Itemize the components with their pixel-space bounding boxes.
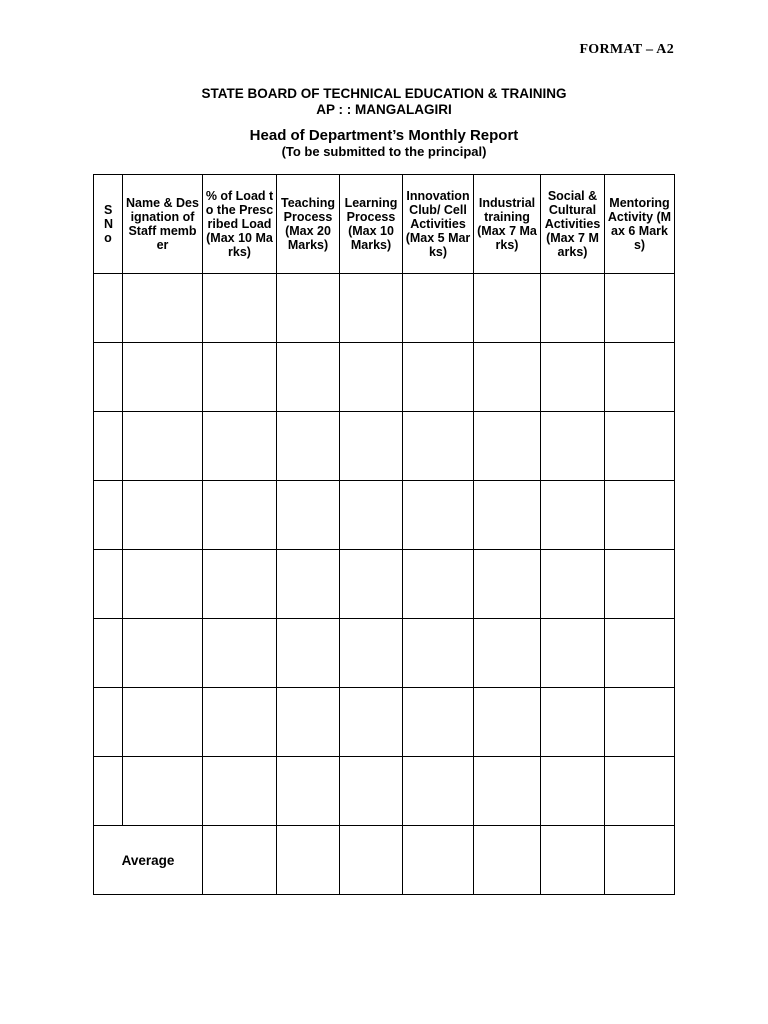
table-cell[interactable] <box>94 343 123 412</box>
column-header-sno: SNo <box>94 175 123 274</box>
table-cell[interactable] <box>203 688 277 757</box>
table-row <box>94 619 675 688</box>
table-cell[interactable] <box>340 412 403 481</box>
table-cell[interactable] <box>123 757 203 826</box>
column-header-industrial: Industrial training (Max 7 Marks) <box>474 175 541 274</box>
table-row <box>94 757 675 826</box>
table-cell[interactable] <box>605 757 675 826</box>
table-cell[interactable] <box>203 481 277 550</box>
average-cell[interactable] <box>474 826 541 895</box>
average-cell[interactable] <box>203 826 277 895</box>
table-cell[interactable] <box>203 274 277 343</box>
table-row <box>94 274 675 343</box>
table-cell[interactable] <box>474 343 541 412</box>
table-cell[interactable] <box>605 412 675 481</box>
average-cell[interactable] <box>605 826 675 895</box>
table-cell[interactable] <box>94 550 123 619</box>
document-header <box>0 86 768 159</box>
table-cell[interactable] <box>277 757 340 826</box>
table-cell[interactable] <box>474 412 541 481</box>
table-cell[interactable] <box>541 412 605 481</box>
table-cell[interactable] <box>123 412 203 481</box>
column-header-name: Name & Designation of Staff member <box>123 175 203 274</box>
table-cell[interactable] <box>403 619 474 688</box>
table-row <box>94 343 675 412</box>
column-header-innovation: Innovation Club/ Cell Activities (Max 5 Marks) <box>403 175 474 274</box>
table-cell[interactable] <box>123 481 203 550</box>
table-cell[interactable] <box>277 481 340 550</box>
table-cell[interactable] <box>123 274 203 343</box>
table-cell[interactable] <box>340 619 403 688</box>
table-cell[interactable] <box>474 757 541 826</box>
table-cell[interactable] <box>541 274 605 343</box>
average-cell[interactable] <box>277 826 340 895</box>
table-cell[interactable] <box>277 343 340 412</box>
table-cell[interactable] <box>340 481 403 550</box>
table-cell[interactable] <box>123 619 203 688</box>
table-cell[interactable] <box>403 757 474 826</box>
table-cell[interactable] <box>277 412 340 481</box>
table-cell[interactable] <box>203 619 277 688</box>
table-cell[interactable] <box>94 481 123 550</box>
table-cell[interactable] <box>541 550 605 619</box>
table-cell[interactable] <box>474 274 541 343</box>
table-cell[interactable] <box>605 343 675 412</box>
table-header-row <box>94 175 675 274</box>
table-cell[interactable] <box>123 343 203 412</box>
table-cell[interactable] <box>541 757 605 826</box>
table-cell[interactable] <box>340 343 403 412</box>
table-cell[interactable] <box>541 481 605 550</box>
table-cell[interactable] <box>203 412 277 481</box>
table-cell[interactable] <box>605 481 675 550</box>
average-cell[interactable] <box>541 826 605 895</box>
table-cell[interactable] <box>605 619 675 688</box>
table-cell[interactable] <box>277 688 340 757</box>
table-row <box>94 688 675 757</box>
table-cell[interactable] <box>277 550 340 619</box>
board-name: STATE BOARD OF TECHNICAL EDUCATION & TRAINING <box>201 86 567 101</box>
table-cell[interactable] <box>203 343 277 412</box>
table-cell[interactable] <box>123 688 203 757</box>
table-cell[interactable] <box>605 550 675 619</box>
column-header-mentoring: Mentoring Activity (Max 6 Marks) <box>605 175 675 274</box>
table-row <box>94 550 675 619</box>
table-cell[interactable] <box>203 757 277 826</box>
report-subtitle: (To be submitted to the principal) <box>281 144 487 159</box>
table-cell[interactable] <box>541 619 605 688</box>
table-cell[interactable] <box>605 688 675 757</box>
table-cell[interactable] <box>403 688 474 757</box>
table-row <box>94 412 675 481</box>
table-cell[interactable] <box>94 688 123 757</box>
table-cell[interactable] <box>541 688 605 757</box>
column-header-learning: Learning Process (Max 10 Marks) <box>340 175 403 274</box>
column-header-teaching: Teaching Process (Max 20 Marks) <box>277 175 340 274</box>
average-label: Average <box>94 826 203 895</box>
column-header-load: % of Load to the Prescribed Load (Max 10 Marks) <box>203 175 277 274</box>
table-cell[interactable] <box>541 343 605 412</box>
table-cell[interactable] <box>403 550 474 619</box>
table-cell[interactable] <box>605 274 675 343</box>
table-row <box>94 481 675 550</box>
table-cell[interactable] <box>94 412 123 481</box>
table-cell[interactable] <box>340 688 403 757</box>
report-table <box>93 174 675 895</box>
table-cell[interactable] <box>94 619 123 688</box>
average-cell[interactable] <box>340 826 403 895</box>
table-cell[interactable] <box>340 550 403 619</box>
table-body <box>94 274 675 895</box>
table-cell[interactable] <box>474 619 541 688</box>
table-cell[interactable] <box>277 619 340 688</box>
table-cell[interactable] <box>403 274 474 343</box>
avg-row <box>94 826 675 895</box>
table-cell[interactable] <box>474 688 541 757</box>
board-location: AP : : MANGALAGIRI <box>316 102 452 117</box>
table-cell[interactable] <box>94 274 123 343</box>
column-header-social: Social & Cultural Activities (Max 7 Marks) <box>541 175 605 274</box>
table-cell[interactable] <box>474 481 541 550</box>
table-cell[interactable] <box>340 274 403 343</box>
report-title: Head of Department’s Monthly Report <box>249 127 519 144</box>
table-cell[interactable] <box>340 757 403 826</box>
table-cell[interactable] <box>474 550 541 619</box>
table-cell[interactable] <box>277 274 340 343</box>
table-cell[interactable] <box>403 412 474 481</box>
format-label: FORMAT – A2 <box>579 42 674 57</box>
average-cell[interactable] <box>403 826 474 895</box>
table-cell[interactable] <box>123 550 203 619</box>
table-cell[interactable] <box>403 343 474 412</box>
table-cell[interactable] <box>94 757 123 826</box>
table-cell[interactable] <box>203 550 277 619</box>
table-cell[interactable] <box>403 481 474 550</box>
